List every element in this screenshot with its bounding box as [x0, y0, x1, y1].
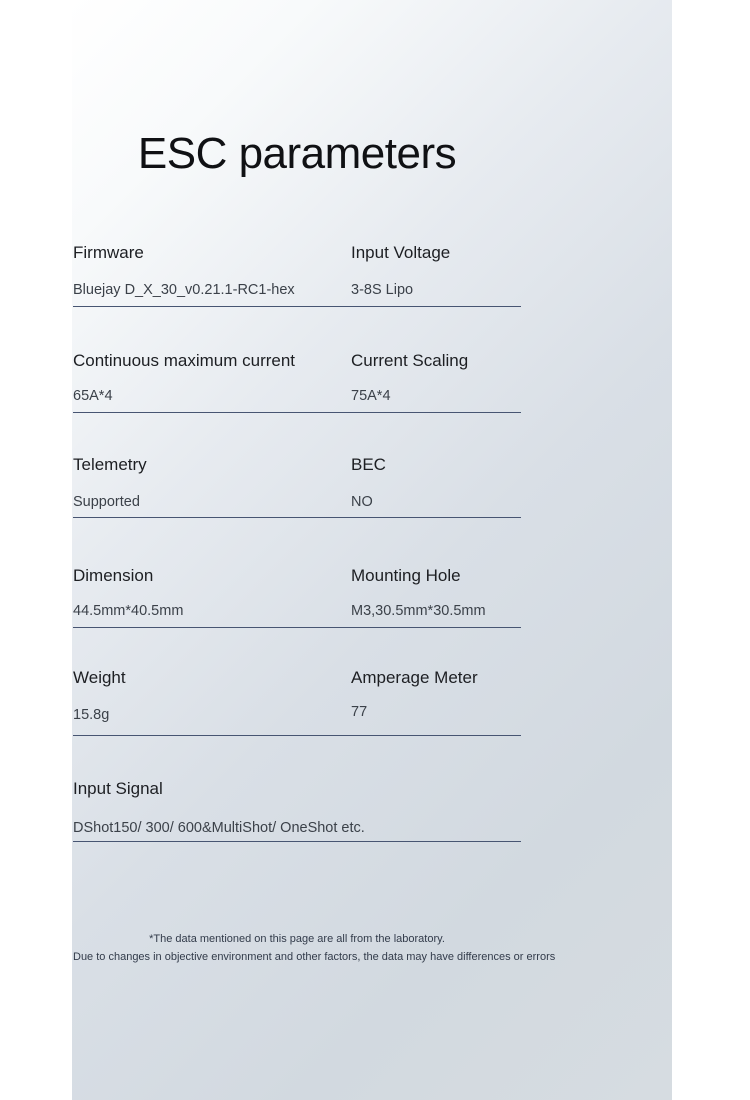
spec-row-weight [73, 668, 521, 736]
amperage-meter-label: Amperage Meter [351, 668, 478, 687]
weight-label: Weight [73, 668, 126, 687]
spec-field-mounting-hole [351, 566, 521, 619]
max-current-value: 65A*4 [73, 388, 113, 404]
divider-line [73, 517, 521, 519]
footer-note-line2: Due to changes in objective environment and other factors, the data may have differences or errors [73, 951, 556, 963]
spec-row-current [73, 351, 521, 413]
current-scaling-label: Current Scaling [351, 351, 469, 370]
telemetry-value: Supported [73, 494, 140, 510]
input-voltage-value: 3-8S Lipo [351, 282, 414, 298]
mounting-hole-label: Mounting Hole [351, 566, 461, 585]
spec-field-current-scaling [351, 351, 521, 404]
footer-note-line1: *The data mentioned on this page are all from the laboratory. [149, 933, 445, 945]
spec-field-input-voltage [351, 243, 521, 298]
bec-label: BEC [351, 455, 386, 474]
spec-row-dimension [73, 566, 521, 628]
spec-row-firmware [73, 243, 521, 307]
spec-field-firmware [73, 243, 343, 298]
spec-field-amperage-meter [351, 668, 521, 720]
input-voltage-label: Input Voltage [351, 243, 451, 262]
spec-field-dimension [73, 566, 343, 619]
telemetry-label: Telemetry [73, 455, 147, 474]
spec-field-max-current [73, 351, 343, 404]
input-signal-value: DShot150/ 300/ 600&MultiShot/ OneShot etc. [73, 820, 365, 836]
divider-line [73, 627, 521, 629]
firmware-value: Bluejay D_X_30_v0.21.1-RC1-hex [73, 282, 295, 298]
current-scaling-value: 75A*4 [351, 388, 391, 404]
spec-field-bec [351, 455, 521, 510]
dimension-label: Dimension [73, 566, 154, 585]
weight-value: 15.8g [73, 707, 110, 723]
page-title: ESC parameters [137, 129, 457, 179]
mounting-hole-value: M3,30.5mm*30.5mm [351, 603, 486, 619]
input-signal-label: Input Signal [73, 779, 163, 798]
spec-field-telemetry [73, 455, 343, 510]
spec-field-input-signal [73, 779, 521, 836]
spec-field-weight [73, 668, 343, 723]
firmware-label: Firmware [73, 243, 144, 262]
footer-disclaimer [73, 930, 556, 966]
max-current-label: Continuous maximum current [73, 351, 296, 370]
divider-line [73, 412, 521, 414]
bec-value: NO [351, 494, 373, 510]
amperage-meter-value: 77 [351, 704, 368, 720]
divider-line [73, 841, 521, 843]
spec-row-telemetry [73, 455, 521, 518]
dimension-value: 44.5mm*40.5mm [73, 603, 184, 619]
spec-row-input-signal [73, 779, 521, 842]
divider-line [73, 306, 521, 308]
divider-line [73, 735, 521, 737]
